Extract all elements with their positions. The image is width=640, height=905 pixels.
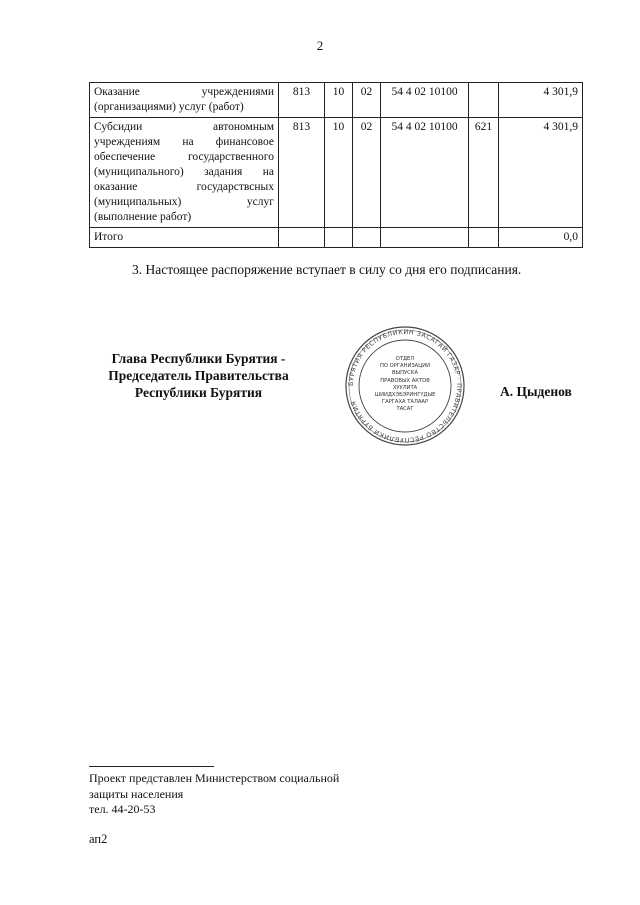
seal-line: ВЫПУСКА [391,370,419,377]
amount: 4 301,9 [499,83,583,118]
expense-type-code [469,83,499,118]
signer-title-line: Глава Республики Бурятия - [111,351,286,366]
signer-name: А. Цыденов [500,384,572,399]
expense-type-code [469,228,499,248]
seal-line: ПО ОРГАНИЗАЦИИ [379,363,430,370]
row-description: Оказание учреждениями (организациями) услуг (работ) [90,83,279,118]
seal-line: ГАРГАХА ТАЛААР [381,399,429,406]
subsection-code: 02 [353,83,381,118]
footnote-phone: тел. 44-20-53 [89,802,156,816]
target-code: 54 4 02 10100 [381,83,469,118]
target-code [381,228,469,248]
ministry-code: 813 [279,118,325,228]
seal-line: ТАСАГ [396,406,414,413]
amount: 0,0 [499,228,583,248]
footnote [89,771,339,818]
ministry-code: 813 [279,83,325,118]
expense-type-code: 621 [469,118,499,228]
table-row [90,83,583,118]
ministry-code [279,228,325,248]
seal-line: ПРАВОВЫХ АКТОВ [380,377,430,384]
section-code: 10 [325,83,353,118]
amount: 4 301,9 [499,118,583,228]
table-row [90,118,583,228]
signer-title [86,350,311,401]
row-description: Итого [90,228,279,248]
row-description: Субсидии автономным учреждениям на финансовое обеспечение государственного (муниципального) задания на оказание государствсных (муниципальных) услуг (выполнение работ) [90,118,279,228]
seal-line: ХУУЛИТА [392,384,418,391]
clause-3: 3. Настоящее распоряжение вступает в силу со дня его подписания. [132,262,522,277]
subsection-code [353,228,381,248]
target-code: 54 4 02 10100 [381,118,469,228]
seal-ring-text: БУРЯТИЯ РЕСПУБЛИКИН ЗАСАГАЙ ГАЗАР · ПРАВИТЕЛЬСТВО РЕСПУБЛИКИ БУРЯТИЯ [346,327,464,445]
signer-title-line: Председатель Правительства [108,368,289,383]
section-code [325,228,353,248]
seal-line: ОТДЕЛ [395,356,415,362]
footnote-line: защиты населения [89,786,184,801]
subsection-code: 02 [353,118,381,228]
page-number: 2 [316,38,324,53]
budget-table [89,82,583,248]
seal-line: ШИИДХЭБЭРИНГҮДЫЕ [374,392,436,399]
seal-center-text [364,356,446,414]
footnote-divider [89,766,214,767]
table-row [90,228,583,248]
section-code: 10 [325,118,353,228]
signer-title-line: Республики Бурятия [134,385,263,400]
executor-code: ап2 [89,832,108,846]
footnote-line: Проект представлен Министерством социальной [89,771,340,785]
